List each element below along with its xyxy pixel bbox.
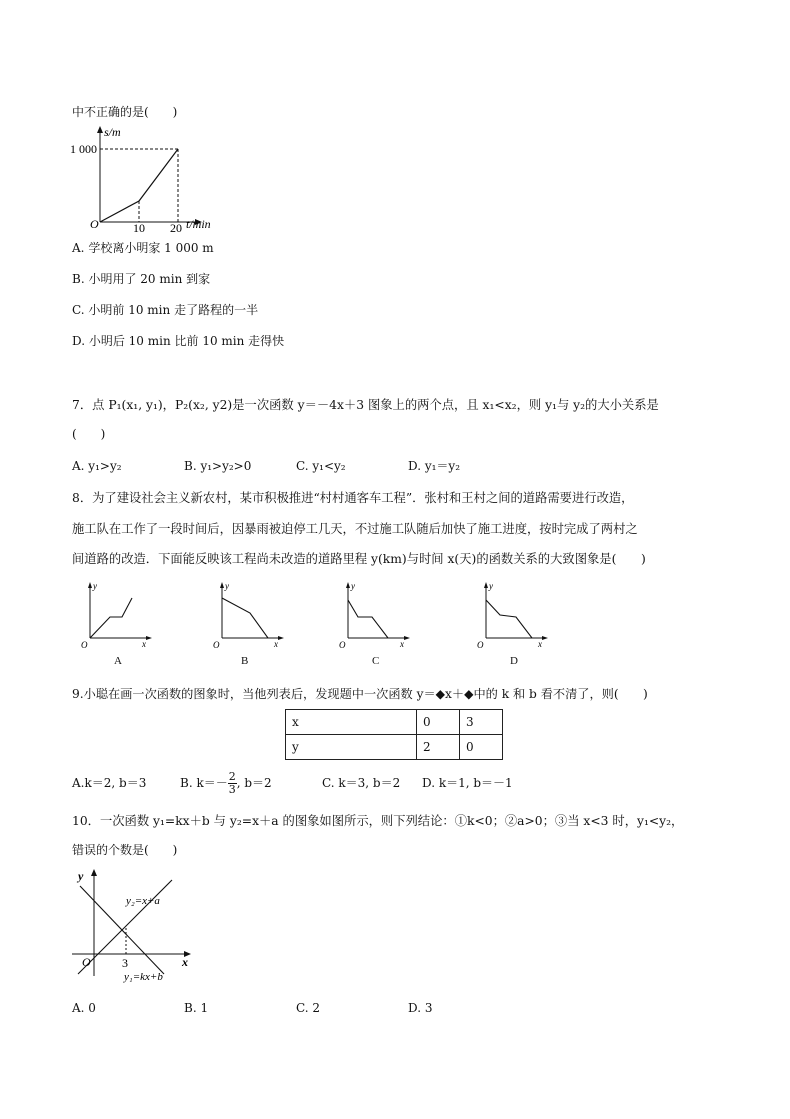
q6-option-b: B. 小明用了 20 min 到家 <box>72 272 211 286</box>
q10-origin: O <box>82 955 91 969</box>
q6-y-label: s/m <box>104 125 121 139</box>
q7-stem: 7．点 P₁(x₁, y₁)，P₂(x₂, y2)是一次函数 y＝－4x＋3 图象上的两个点，且 x₁<x₂，则 y₁与 y₂的大小关系是 <box>72 398 659 412</box>
q7-option-a: A. y₁>y₂ <box>72 459 122 473</box>
q6-x-label: t/min <box>186 217 211 231</box>
q7-option-c: C. y₁<y₂ <box>296 459 346 473</box>
q9-option-d: D. k＝1, b＝－1 <box>422 776 513 790</box>
q9-option-b: B. k＝－ $\frac{2}{3}$ , b＝2 <box>180 770 272 796</box>
svg-text:x: x <box>400 639 404 649</box>
q10-option-b: B. 1 <box>184 1001 209 1015</box>
svg-text:x: x <box>274 639 278 649</box>
svg-text:O: O <box>339 640 346 650</box>
q10-label-y2: y₂=x+a <box>126 895 160 907</box>
svg-text:y: y <box>351 581 355 591</box>
q10-x-axis: x <box>182 955 188 969</box>
q10-stem-line1: 10．一次函数 y₁=kx＋b 与 y₂=x＋a 的图象如图所示，则下列结论：①k<0；②a>0；③当 x<3 时，y₁<y₂， <box>72 814 684 828</box>
q10-graph <box>68 866 203 986</box>
q6-origin: O <box>90 217 99 231</box>
q10-label-y1: y₁=kx+b <box>124 971 163 983</box>
table-cell: 2 <box>417 735 460 760</box>
svg-text:y: y <box>225 581 229 591</box>
table-cell: 3 <box>460 710 503 735</box>
svg-text:y: y <box>489 581 493 591</box>
svg-text:x: x <box>142 639 146 649</box>
svg-text:O: O <box>81 640 88 650</box>
q10-x-tick-3: 3 <box>122 956 128 970</box>
table-cell: y <box>286 735 417 760</box>
q8-caption-c: C <box>372 655 380 667</box>
svg-text:O: O <box>477 640 484 650</box>
q6-x-tick-20: 20 <box>170 221 182 234</box>
q10-option-d: D. 3 <box>408 1001 433 1015</box>
q10-stem-line2: 错误的个数是( ) <box>72 843 178 857</box>
svg-text:y: y <box>93 581 97 591</box>
q8-graph-b <box>210 580 290 650</box>
q6-option-c: C. 小明前 10 min 走了路程的一半 <box>72 303 259 317</box>
q6-stem-tail: 中不正确的是( ) <box>72 105 178 119</box>
q8-caption-b: B <box>241 655 249 667</box>
q9-stem: 9.小聪在画一次函数的图象时，当他列表后，发现题中一次函数 y＝◆x＋◆中的 k 和 b 看不清了，则( ) <box>72 687 648 701</box>
q8-graph-d <box>474 580 554 650</box>
svg-text:O: O <box>213 640 220 650</box>
q10-y-axis: y <box>78 869 84 883</box>
q6-y-tick: 1 000 <box>70 142 97 156</box>
q7-blank: ( ) <box>72 427 106 441</box>
q9-option-c: C. k＝3, b＝2 <box>322 776 401 790</box>
table-cell: 0 <box>417 710 460 735</box>
q10-option-c: C. 2 <box>296 1001 321 1015</box>
q8-graph-a <box>78 580 158 650</box>
q9-value-table <box>285 709 503 760</box>
q8-caption-d: D <box>510 655 518 667</box>
q8-graph-c <box>336 580 416 650</box>
q6-option-d: D. 小明后 10 min 比前 10 min 走得快 <box>72 334 285 348</box>
table-cell: x <box>286 710 417 735</box>
q6-option-a: A. 学校离小明家 1 000 m <box>72 241 214 255</box>
table-row <box>286 735 503 760</box>
table-row <box>286 710 503 735</box>
q9-option-a: A.k＝2, b＝3 <box>72 776 147 790</box>
q8-stem-line3: 间道路的改造．下面能反映该工程尚未改造的道路里程 y(km)与时间 x(天)的函数关系的大致图象是( ) <box>72 552 646 566</box>
q8-stem-line1: 8．为了建设社会主义新农村，某市积极推进“村村通客车工程”．张村和王村之间的道路需要进行改造， <box>72 491 634 505</box>
table-cell: 0 <box>460 735 503 760</box>
q10-option-a: A. 0 <box>72 1001 96 1015</box>
q8-stem-line2: 施工队在工作了一段时间后，因暴雨被迫停工几天，不过施工队随后加快了施工进度，按时完成了两村之 <box>72 522 638 536</box>
q6-x-tick-10: 10 <box>133 221 145 234</box>
q8-caption-a: A <box>114 655 122 667</box>
q6-distance-time-graph <box>66 122 236 234</box>
svg-text:x: x <box>538 639 542 649</box>
q7-option-d: D. y₁＝y₂ <box>408 459 461 473</box>
q7-option-b: B. y₁>y₂>0 <box>184 459 252 473</box>
